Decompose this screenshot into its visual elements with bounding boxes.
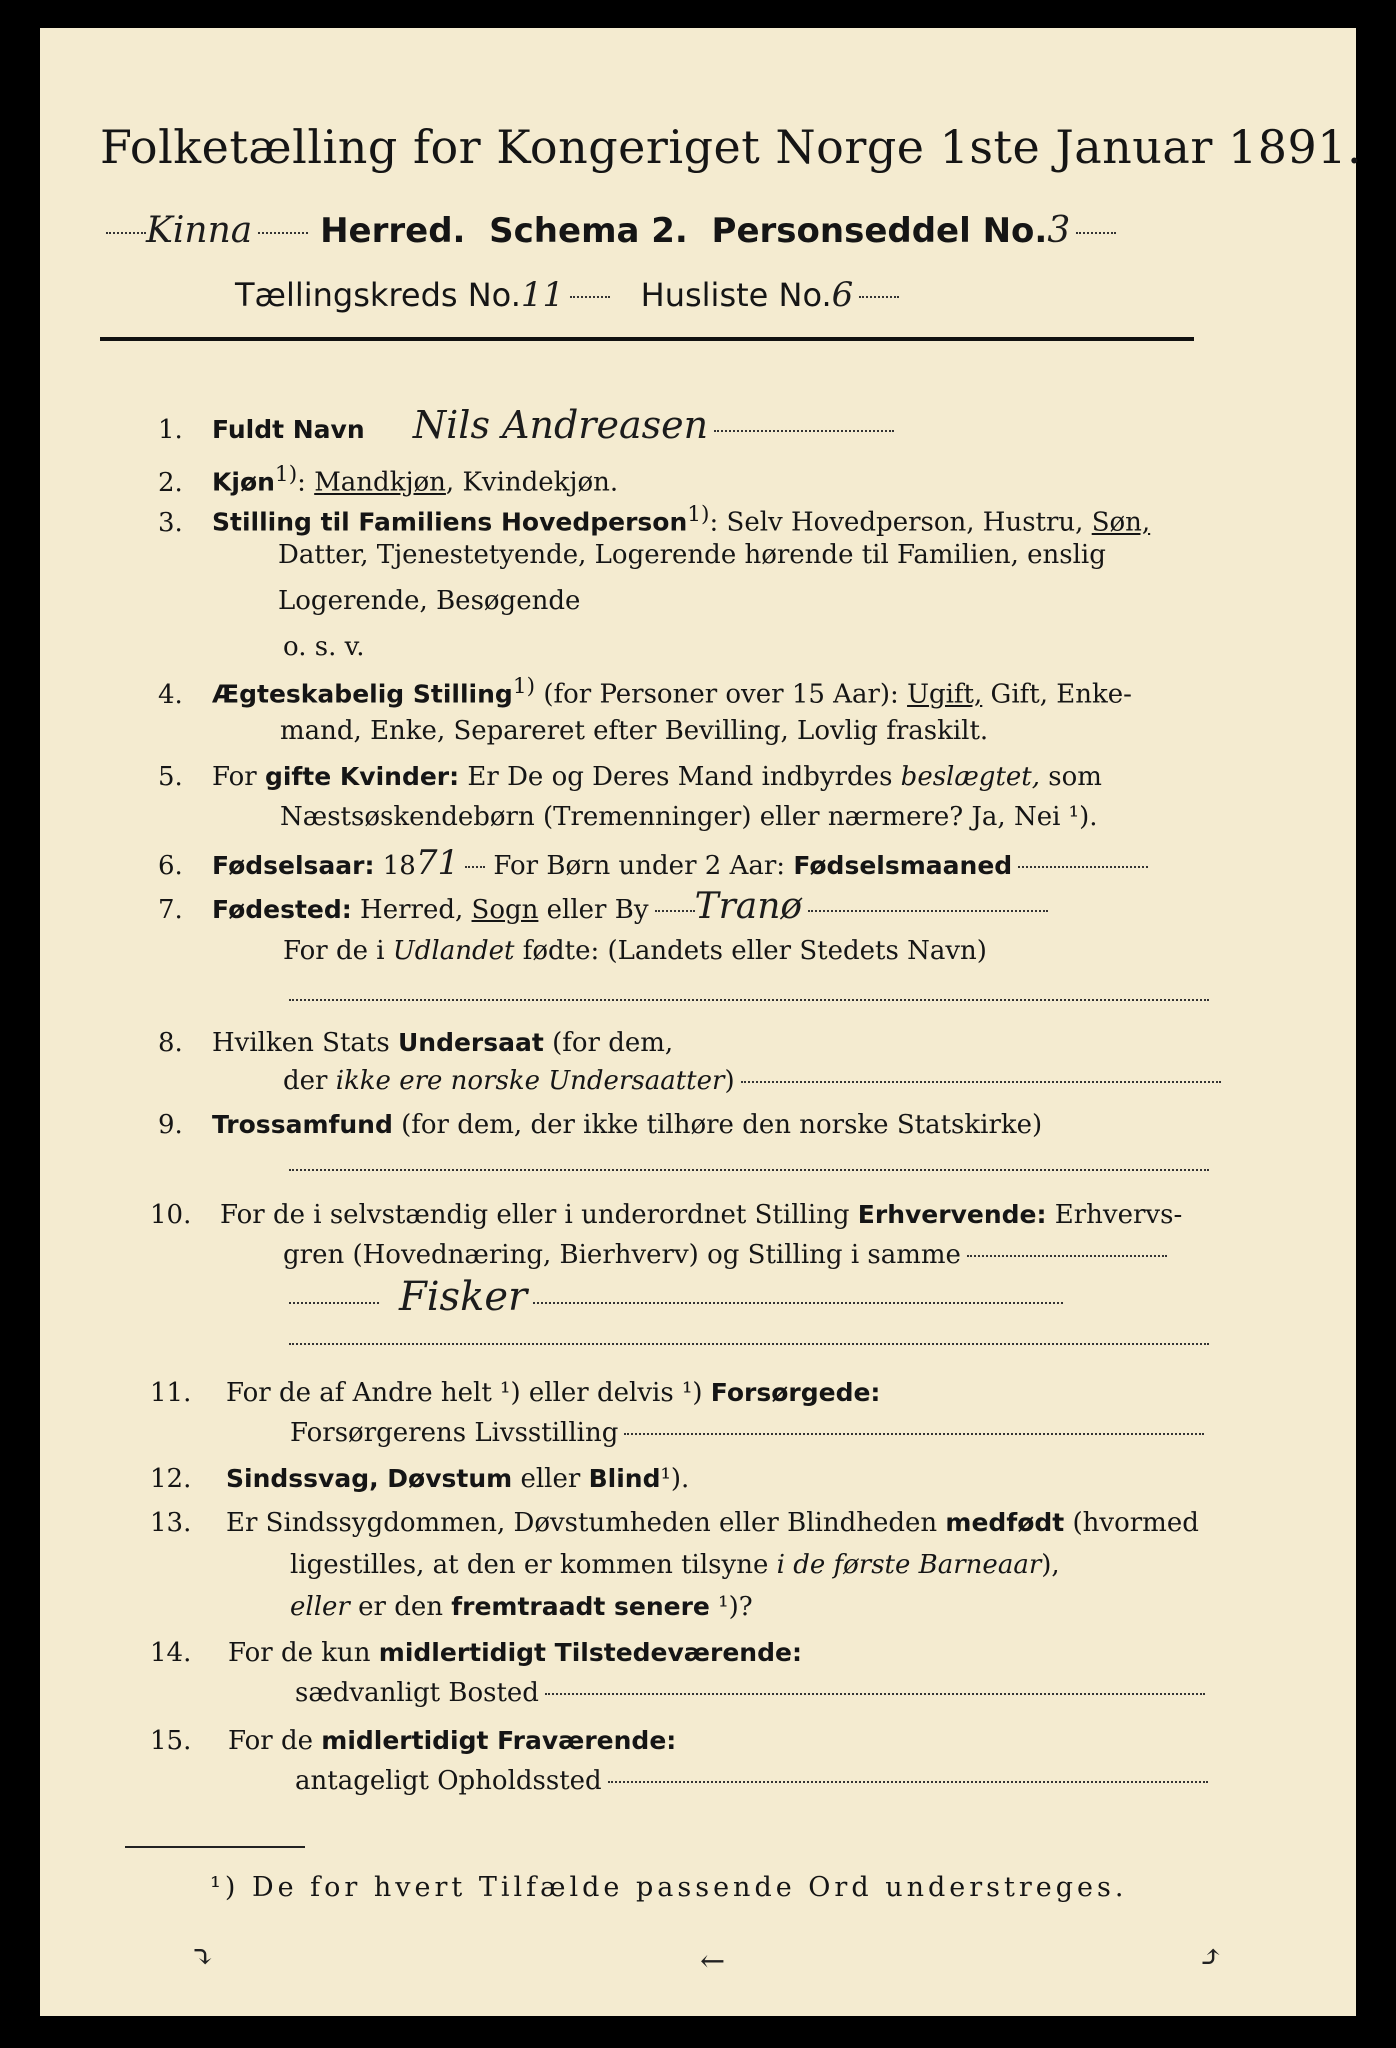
item-number: 12. <box>150 1464 192 1494</box>
item-label: midlertidigt Fraværende: <box>321 1726 677 1755</box>
item-3-line-4: o. s. v. <box>283 632 365 662</box>
schema-label: Schema 2. <box>489 211 688 251</box>
item-label: Erhvervende: <box>857 1200 1047 1229</box>
item-label: Fødested: <box>212 895 352 924</box>
item-text: For de i selvstændig eller i underordnet Stilling <box>220 1200 858 1230</box>
birth-year-value: 71 <box>415 843 460 883</box>
herred-value: Kinna <box>146 210 253 251</box>
item-text: Gift, Enke- <box>982 679 1132 710</box>
item-label: Kjøn <box>212 467 275 497</box>
item-text: , Kvindekjøn. <box>445 467 619 498</box>
item-text: eller By <box>538 895 649 925</box>
dotted-line <box>741 1081 1221 1083</box>
item-11 <box>150 1376 880 1410</box>
dotted-line <box>1076 232 1116 234</box>
item-text: For de kun <box>228 1638 379 1668</box>
item-label: Trossamfund <box>212 1110 393 1139</box>
item-label: gifte Kvinder: <box>264 762 460 791</box>
dotted-line <box>624 1433 1204 1435</box>
item-number: 1. <box>158 415 183 445</box>
dotted-line <box>289 1302 379 1304</box>
item-text: For de i <box>283 936 393 966</box>
footnote-ref: 1) <box>687 502 710 527</box>
item-11-line-2 <box>290 1416 1204 1450</box>
item-10-line-3 <box>283 1274 1063 1320</box>
dotted-line <box>258 232 308 234</box>
item-label: Forsørgede: <box>710 1378 881 1407</box>
item-number: 4. <box>158 679 183 710</box>
item-text: : <box>297 467 306 498</box>
item-6 <box>158 843 1148 883</box>
name-value: Nils Andreasen <box>412 403 709 447</box>
item-text: (hvormed <box>1064 1508 1199 1538</box>
item-text: antageligt Opholdssted <box>295 1766 602 1796</box>
footnote-ref: 1) <box>512 674 536 699</box>
item-text: : Selv Hovedperson, Hustru, <box>709 507 1084 538</box>
header-line-3 <box>235 275 1135 315</box>
item-number: 9. <box>158 1110 183 1140</box>
item-1 <box>158 403 894 447</box>
item-text: ) <box>724 1066 735 1096</box>
item-text: ¹). <box>660 1464 690 1494</box>
dotted-line <box>967 1255 1167 1257</box>
item-4 <box>158 670 1132 712</box>
item-text: der <box>283 1066 336 1096</box>
selected-option: Søn, <box>1091 507 1151 538</box>
item-text: gren (Hovednæring, Bierhverv) og Stilling i samme <box>283 1240 961 1270</box>
item-7-line-2 <box>283 934 987 968</box>
dotted-line <box>1018 866 1148 868</box>
item-text: fødte: (Landets eller Stedets Navn) <box>514 936 987 966</box>
item-5 <box>158 760 1102 794</box>
item-text: For de af Andre helt ¹) eller delvis ¹) <box>226 1378 711 1408</box>
item-text: (for dem, <box>543 1028 674 1058</box>
husliste-value: 6 <box>831 275 854 315</box>
header-divider <box>100 337 1194 341</box>
kreds-value: 11 <box>520 275 565 315</box>
item-text: Herred, <box>351 895 472 925</box>
item-7-line-3 <box>283 982 1209 1016</box>
item-text: som <box>1040 762 1102 792</box>
item-text: For <box>212 762 265 792</box>
selected-option: Sogn <box>471 895 539 925</box>
dotted-line <box>465 866 485 868</box>
item-9-line-2 <box>283 1152 1209 1186</box>
item-text: ¹)? <box>709 1592 753 1622</box>
item-label: Undersaat <box>397 1028 544 1057</box>
item-text: eller <box>290 1592 350 1622</box>
item-text: (for Personer over 15 Aar): <box>535 679 899 710</box>
dotted-line <box>859 296 899 298</box>
item-number: 3. <box>158 507 183 538</box>
item-12 <box>150 1462 689 1496</box>
registration-mark-icon: ⤴ <box>1198 1940 1224 1975</box>
footnote-divider <box>125 1846 305 1848</box>
dotted-line <box>608 1781 1208 1783</box>
item-text: For de <box>228 1726 322 1756</box>
item-label: Stilling til Familiens Hovedperson <box>212 507 688 537</box>
dotted-line <box>545 1693 1205 1695</box>
dotted-line <box>533 1302 1063 1304</box>
item-text: Forsørgerens Livsstilling <box>290 1418 619 1448</box>
item-text: sædvanligt Bosted <box>295 1678 539 1708</box>
item-text: Udlandet <box>392 936 515 966</box>
dotted-line <box>289 1343 1209 1345</box>
item-label: Blind <box>588 1464 661 1493</box>
item-7 <box>158 886 1048 927</box>
item-8-line-2 <box>283 1064 1221 1098</box>
item-number: 5. <box>158 762 183 792</box>
dotted-line <box>655 910 695 912</box>
item-number: 6. <box>158 851 183 881</box>
item-8 <box>158 1026 673 1060</box>
item-number: 10. <box>150 1200 192 1230</box>
registration-mark-icon: ← <box>700 1944 726 1979</box>
item-10-line-4 <box>283 1326 1209 1360</box>
item-label: fremtraadt senere <box>451 1592 710 1621</box>
item-15 <box>150 1724 676 1758</box>
header-line-2 <box>100 210 1200 251</box>
item-4-line-2: mand, Enke, Separeret efter Bevilling, Lovlig fraskilt. <box>280 716 989 746</box>
occupation-value: Fisker <box>399 1274 528 1320</box>
item-13 <box>150 1506 1199 1540</box>
personseddel-value: 3 <box>1047 210 1071 251</box>
item-text: er den <box>349 1592 452 1622</box>
item-text: Erhvervs- <box>1046 1200 1183 1230</box>
item-label: Fuldt Navn <box>212 415 365 444</box>
dotted-line <box>714 430 894 432</box>
item-text: ikke ere norske Undersaatter <box>335 1066 725 1096</box>
census-form-sheet <box>40 28 1363 2016</box>
item-10 <box>150 1198 1182 1232</box>
dotted-line <box>570 296 610 298</box>
personseddel-label: Personseddel No. <box>711 211 1048 251</box>
item-5-line-2: Næstsøskendebørn (Tremenninger) eller nærmere? Ja, Nei ¹). <box>280 802 1098 832</box>
item-text: i de første Barneaar <box>776 1550 1042 1580</box>
item-text: beslægtet, <box>900 762 1040 792</box>
item-number: 15. <box>150 1726 192 1756</box>
item-number: 7. <box>158 895 183 925</box>
item-15-line-2 <box>295 1764 1208 1798</box>
item-text: 18 <box>374 851 416 881</box>
herred-label: Herred. <box>320 211 466 251</box>
item-label: midlertidigt Tilstedeværende: <box>378 1638 802 1667</box>
item-text: For Børn under 2 Aar: <box>485 851 794 881</box>
item-label: Fødselsaar: <box>212 851 375 880</box>
kreds-label: Tællingskreds No. <box>235 276 521 314</box>
item-number: 13. <box>150 1508 192 1538</box>
form-title: Folketælling for Kongeriget Norge 1ste Januar 1891. <box>100 120 1363 174</box>
selected-option: Mandkjøn <box>314 467 446 498</box>
item-2 <box>158 458 618 500</box>
item-label: Sindssvag, Døvstum <box>226 1464 513 1493</box>
item-13-line-2 <box>290 1548 1060 1582</box>
birthplace-value: Tranø <box>694 886 803 927</box>
dotted-line <box>289 1169 1209 1171</box>
selected-option: Ugift, <box>907 679 983 710</box>
item-number: 2. <box>158 467 183 498</box>
item-14 <box>150 1636 802 1670</box>
registration-mark-icon: ⤵ <box>190 1940 216 1975</box>
item-label: medfødt <box>945 1508 1065 1537</box>
item-number: 14. <box>150 1638 192 1668</box>
item-14-line-2 <box>295 1676 1205 1710</box>
item-10-line-2 <box>283 1238 1167 1272</box>
item-3-line-3: Logerende, Besøgende <box>278 586 581 616</box>
item-number: 11. <box>150 1378 192 1408</box>
dotted-line <box>289 999 1209 1001</box>
dotted-line <box>808 910 1048 912</box>
item-text: eller <box>512 1464 589 1494</box>
item-text: Er Sindssygdommen, Døvstumheden eller Blindheden <box>226 1508 946 1538</box>
item-label: Ægteskabelig Stilling <box>212 679 513 709</box>
footnote: ¹) De for hvert Tilfælde passende Ord understreges. <box>210 1872 1128 1903</box>
footnote-ref: 1) <box>274 462 298 487</box>
item-text: (for dem, der ikke tilhøre den norske Statskirke) <box>392 1110 1043 1140</box>
item-text: ligestilles, at den er kommen tilsyne <box>290 1550 777 1580</box>
item-text: Hvilken Stats <box>212 1028 398 1058</box>
item-label: Fødselsmaaned <box>793 851 1013 880</box>
item-text: Er De og Deres Mand indbyrdes <box>459 762 901 792</box>
item-3-line-2: Datter, Tjenestetyende, Logerende hørende til Familien, enslig <box>278 540 1106 570</box>
item-3 <box>158 498 1150 540</box>
item-13-line-3 <box>290 1590 753 1624</box>
item-number: 8. <box>158 1028 183 1058</box>
dotted-line <box>106 232 146 234</box>
item-9 <box>158 1108 1042 1142</box>
item-text: ), <box>1041 1550 1060 1580</box>
husliste-label: Husliste No. <box>640 276 832 314</box>
